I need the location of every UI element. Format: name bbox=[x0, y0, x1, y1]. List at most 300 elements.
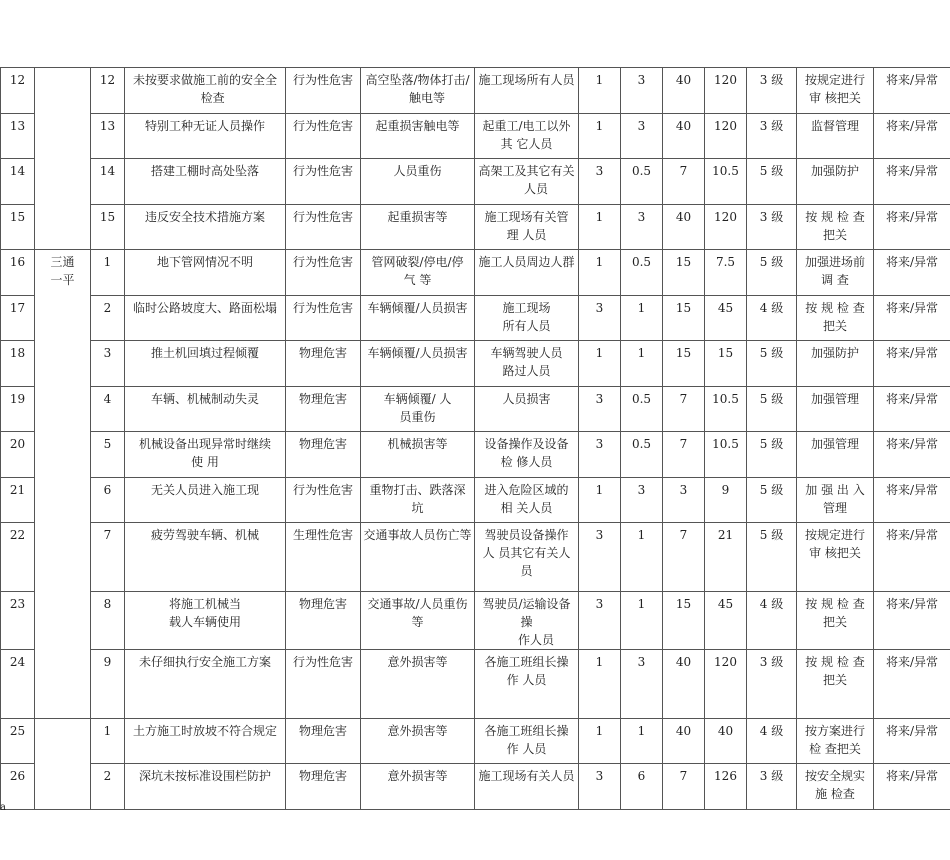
row-number bbox=[1, 478, 35, 523]
possible-consequence bbox=[361, 650, 475, 719]
sequence-number bbox=[91, 205, 125, 250]
value-d bbox=[705, 68, 747, 114]
hazard-description bbox=[125, 719, 286, 764]
sequence-number-line: 2 bbox=[103, 301, 112, 315]
control-measure bbox=[797, 478, 874, 523]
value-l-line: 1 bbox=[595, 210, 604, 224]
affected-personnel-line: 所有人员 bbox=[502, 319, 551, 333]
hazard-description bbox=[125, 341, 286, 387]
value-e-line: 1 bbox=[637, 597, 646, 611]
hazard-type bbox=[286, 387, 361, 432]
value-d-line: 120 bbox=[714, 210, 737, 224]
control-measure-line: 按 规 检 查 把关 bbox=[805, 210, 869, 242]
hazard-description-line: 搭建工棚时高处坠落 bbox=[150, 164, 259, 178]
risk-level bbox=[747, 387, 797, 432]
affected-personnel-line: 作人员 bbox=[498, 633, 555, 647]
hazard-type bbox=[286, 478, 361, 523]
affected-personnel bbox=[475, 478, 579, 523]
affected-personnel bbox=[475, 592, 579, 650]
value-d-line: 21 bbox=[717, 528, 734, 542]
row-number-line: 16 bbox=[9, 255, 26, 269]
possible-consequence-line: 起重损害触电等 bbox=[375, 119, 460, 133]
value-d bbox=[705, 296, 747, 341]
state-line: 将来/异常 bbox=[885, 724, 939, 738]
value-d-line: 40 bbox=[717, 724, 734, 738]
control-measure-line: 审 核把关 bbox=[809, 546, 861, 560]
value-l-line: 1 bbox=[595, 655, 604, 669]
risk-level-line: 5 级 bbox=[759, 437, 784, 451]
state bbox=[874, 250, 950, 296]
value-l bbox=[579, 114, 621, 159]
value-e-line: 0.5 bbox=[631, 392, 652, 406]
row-number bbox=[1, 341, 35, 387]
control-measure-line: 加强管理 bbox=[810, 392, 859, 406]
hazard-description-line: 地下管网情况不明 bbox=[156, 255, 253, 269]
row-number-line: 13 bbox=[9, 119, 26, 133]
control-measure bbox=[797, 523, 874, 592]
possible-consequence bbox=[361, 719, 475, 764]
value-e bbox=[621, 719, 663, 764]
sequence-number-line: 14 bbox=[99, 164, 116, 178]
hazard-description bbox=[125, 296, 286, 341]
hazard-type bbox=[286, 205, 361, 250]
possible-consequence-line: 意外损害等 bbox=[387, 724, 448, 738]
value-e bbox=[621, 68, 663, 114]
affected-personnel-line: 相 关人员 bbox=[500, 501, 553, 515]
hazard-description-line: 检查 bbox=[185, 91, 225, 105]
value-e-line: 0.5 bbox=[631, 255, 652, 269]
control-measure bbox=[797, 159, 874, 205]
affected-personnel-line: 设备操作及设备 bbox=[484, 437, 569, 451]
row-number bbox=[1, 432, 35, 478]
risk-level-line: 4 级 bbox=[759, 724, 784, 738]
risk-level-line: 3 级 bbox=[759, 210, 784, 224]
possible-consequence bbox=[361, 250, 475, 296]
hazard-description-line: 使 用 bbox=[191, 455, 219, 469]
hazard-type bbox=[286, 719, 361, 764]
value-c bbox=[663, 341, 705, 387]
state bbox=[874, 159, 950, 205]
value-d-line: 10.5 bbox=[712, 164, 739, 178]
value-d bbox=[705, 387, 747, 432]
sequence-number bbox=[91, 341, 125, 387]
control-measure-line: 按方案进行 bbox=[804, 724, 865, 738]
value-d-line: 10.5 bbox=[712, 392, 739, 406]
value-l bbox=[579, 478, 621, 523]
state-line: 将来/异常 bbox=[885, 392, 939, 406]
hazard-description-line: 未按要求做施工前的安全全 bbox=[132, 73, 277, 87]
control-measure-line: 检 查把关 bbox=[809, 742, 861, 756]
value-e-line: 3 bbox=[637, 483, 646, 497]
possible-consequence bbox=[361, 296, 475, 341]
value-e bbox=[621, 250, 663, 296]
sequence-number-line: 7 bbox=[103, 528, 112, 542]
value-e bbox=[621, 114, 663, 159]
value-d-line: 45 bbox=[717, 301, 734, 315]
row-number bbox=[1, 387, 35, 432]
state-line: 将来/异常 bbox=[885, 769, 939, 783]
value-e bbox=[621, 387, 663, 432]
control-measure-line: 按 规 检 查 把关 bbox=[805, 597, 869, 629]
affected-personnel bbox=[475, 296, 579, 341]
sequence-number-line: 1 bbox=[103, 724, 112, 738]
value-e bbox=[621, 432, 663, 478]
footnote: a bbox=[0, 802, 6, 813]
value-c bbox=[663, 205, 705, 250]
possible-consequence bbox=[361, 523, 475, 592]
state-line: 将来/异常 bbox=[885, 255, 939, 269]
value-e bbox=[621, 764, 663, 810]
value-d bbox=[705, 650, 747, 719]
hazard-type bbox=[286, 592, 361, 650]
hazard-type-line: 物理危害 bbox=[298, 392, 347, 406]
control-measure-line: 审 核把关 bbox=[809, 91, 861, 105]
value-e-line: 3 bbox=[637, 119, 646, 133]
row-number-line: 14 bbox=[9, 164, 26, 178]
state-line: 将来/异常 bbox=[885, 437, 939, 451]
value-e-line: 1 bbox=[637, 346, 646, 360]
affected-personnel-line: 员 bbox=[520, 564, 533, 578]
value-l-line: 1 bbox=[595, 119, 604, 133]
value-c bbox=[663, 68, 705, 114]
group-cell-empty-bottom bbox=[35, 719, 91, 810]
sequence-number-line: 2 bbox=[103, 769, 112, 783]
hazard-description-line: 未仔细执行安全施工方案 bbox=[138, 655, 271, 669]
hazard-description bbox=[125, 114, 286, 159]
sequence-number-line: 12 bbox=[99, 73, 116, 87]
possible-consequence-line: 意外损害等 bbox=[387, 769, 448, 783]
risk-level-line: 3 级 bbox=[759, 769, 784, 783]
value-c bbox=[663, 432, 705, 478]
hazard-description-line: 载人车辆使用 bbox=[168, 615, 241, 629]
control-measure-line: 加强防护 bbox=[810, 164, 859, 178]
value-e bbox=[621, 296, 663, 341]
affected-personnel-line: 进入危险区域的 bbox=[484, 483, 569, 497]
value-l bbox=[579, 159, 621, 205]
hazard-description-line: 车辆、机械制动失灵 bbox=[150, 392, 259, 406]
value-c bbox=[663, 114, 705, 159]
value-l-line: 3 bbox=[595, 528, 604, 542]
possible-consequence bbox=[361, 764, 475, 810]
risk-level-line: 3 级 bbox=[759, 119, 784, 133]
affected-personnel-line: 各施工班组长操 bbox=[484, 655, 569, 669]
value-c-line: 7 bbox=[679, 437, 688, 451]
sequence-number-line: 5 bbox=[103, 437, 112, 451]
table-row bbox=[1, 114, 950, 159]
hazard-type bbox=[286, 341, 361, 387]
value-c-line: 40 bbox=[675, 655, 692, 669]
risk-level-line: 5 级 bbox=[759, 164, 784, 178]
hazard-type-line: 行为性危害 bbox=[292, 301, 353, 315]
affected-personnel-line: 施工现场 bbox=[502, 301, 551, 315]
hazard-description-line: 临时公路坡度大、路面松塌 bbox=[132, 301, 277, 315]
value-d-line: 7.5 bbox=[715, 255, 736, 269]
value-l bbox=[579, 296, 621, 341]
affected-personnel-line: 施工现场所有人员 bbox=[478, 73, 575, 87]
sequence-number bbox=[91, 296, 125, 341]
table-row bbox=[1, 205, 950, 250]
hazard-type bbox=[286, 523, 361, 592]
value-c-line: 7 bbox=[679, 392, 688, 406]
affected-personnel bbox=[475, 387, 579, 432]
table-row bbox=[1, 523, 950, 592]
possible-consequence-line: 员重伤 bbox=[399, 410, 436, 424]
table-row bbox=[1, 296, 950, 341]
sequence-number bbox=[91, 650, 125, 719]
row-number bbox=[1, 114, 35, 159]
value-d-line: 9 bbox=[721, 483, 730, 497]
value-d bbox=[705, 432, 747, 478]
row-number bbox=[1, 592, 35, 650]
value-c bbox=[663, 159, 705, 205]
control-measure bbox=[797, 341, 874, 387]
row-number-line: 20 bbox=[9, 437, 26, 451]
value-d bbox=[705, 250, 747, 296]
value-d-line: 15 bbox=[717, 346, 734, 360]
group-cell-empty-top bbox=[35, 68, 91, 250]
value-l-line: 3 bbox=[595, 164, 604, 178]
row-number-line: 23 bbox=[9, 597, 26, 611]
risk-level-line: 5 级 bbox=[759, 528, 784, 542]
value-e-line: 1 bbox=[637, 528, 646, 542]
hazard-description-line: 将施工机械当 bbox=[168, 597, 241, 611]
affected-personnel bbox=[475, 432, 579, 478]
control-measure bbox=[797, 205, 874, 250]
risk-level bbox=[747, 205, 797, 250]
hazard-description-line: 无关人员进入施工现 bbox=[150, 483, 259, 497]
value-l bbox=[579, 719, 621, 764]
sequence-number-line: 3 bbox=[103, 346, 112, 360]
hazard-type-line: 行为性危害 bbox=[292, 255, 353, 269]
hazard-type bbox=[286, 68, 361, 114]
value-d-line: 45 bbox=[717, 597, 734, 611]
affected-personnel bbox=[475, 114, 579, 159]
value-d-line: 120 bbox=[714, 73, 737, 87]
hazard-type bbox=[286, 159, 361, 205]
affected-personnel-line: 施工现场有关人员 bbox=[478, 769, 575, 783]
risk-level bbox=[747, 68, 797, 114]
sequence-number bbox=[91, 250, 125, 296]
row-number-line: 17 bbox=[9, 301, 26, 315]
value-d bbox=[705, 159, 747, 205]
value-e-line: 6 bbox=[637, 769, 646, 783]
possible-consequence bbox=[361, 387, 475, 432]
possible-consequence-line: 坑 bbox=[411, 501, 424, 515]
control-measure-line: 加强进场前 bbox=[804, 255, 865, 269]
hazard-type bbox=[286, 764, 361, 810]
value-c bbox=[663, 719, 705, 764]
value-l bbox=[579, 68, 621, 114]
table-row bbox=[1, 68, 950, 114]
possible-consequence-line: 气 等 bbox=[403, 273, 432, 287]
value-c-line: 15 bbox=[675, 346, 692, 360]
possible-consequence-line: 高空坠落/物体打击/ bbox=[365, 73, 470, 87]
row-number-line: 22 bbox=[9, 528, 26, 542]
row-number bbox=[1, 650, 35, 719]
value-c bbox=[663, 764, 705, 810]
risk-level bbox=[747, 650, 797, 719]
value-c-line: 40 bbox=[675, 119, 692, 133]
row-number-line: 19 bbox=[9, 392, 26, 406]
row-number-line: 25 bbox=[9, 724, 26, 738]
hazard-type-line: 行为性危害 bbox=[292, 655, 353, 669]
affected-personnel bbox=[475, 341, 579, 387]
hazard-description-line: 深坑未按标准设围栏防护 bbox=[138, 769, 271, 783]
sequence-number bbox=[91, 592, 125, 650]
risk-level bbox=[747, 592, 797, 650]
sequence-number-line: 1 bbox=[103, 255, 112, 269]
affected-personnel-line: 人 员其它有关人 bbox=[482, 546, 571, 560]
value-c-line: 40 bbox=[675, 73, 692, 87]
sequence-number bbox=[91, 114, 125, 159]
hazard-table-body bbox=[1, 68, 950, 810]
row-number-line: 21 bbox=[9, 483, 26, 497]
value-e bbox=[621, 341, 663, 387]
possible-consequence bbox=[361, 114, 475, 159]
table-row bbox=[1, 478, 950, 523]
value-e-line: 3 bbox=[637, 73, 646, 87]
risk-level-line: 5 级 bbox=[759, 346, 784, 360]
affected-personnel-line: 施工现场有关管 bbox=[484, 210, 569, 224]
value-c-line: 15 bbox=[675, 597, 692, 611]
value-l-line: 1 bbox=[595, 346, 604, 360]
state bbox=[874, 764, 950, 810]
risk-level-line: 4 级 bbox=[759, 597, 784, 611]
control-measure-line: 加强管理 bbox=[810, 437, 859, 451]
value-d-line: 126 bbox=[714, 769, 737, 783]
hazard-description bbox=[125, 764, 286, 810]
value-c bbox=[663, 650, 705, 719]
state-line: 将来/异常 bbox=[885, 210, 939, 224]
affected-personnel bbox=[475, 205, 579, 250]
table-row bbox=[1, 341, 950, 387]
affected-personnel-line: 高架工及其它有关 bbox=[478, 164, 575, 178]
row-number-line: 15 bbox=[9, 210, 26, 224]
value-e-line: 0.5 bbox=[631, 164, 652, 178]
row-number-line: 26 bbox=[9, 769, 26, 783]
affected-personnel-line: 作 人员 bbox=[506, 742, 547, 756]
value-c bbox=[663, 296, 705, 341]
affected-personnel-line: 各施工班组长操 bbox=[484, 724, 569, 738]
hazard-type bbox=[286, 250, 361, 296]
hazard-description bbox=[125, 159, 286, 205]
affected-personnel-line: 人员损害 bbox=[502, 392, 551, 406]
table-row bbox=[1, 592, 950, 650]
value-e-line: 1 bbox=[637, 724, 646, 738]
value-l-line: 1 bbox=[595, 724, 604, 738]
control-measure bbox=[797, 719, 874, 764]
hazard-description-line: 特别工种无证人员操作 bbox=[144, 119, 265, 133]
state bbox=[874, 650, 950, 719]
hazard-type bbox=[286, 432, 361, 478]
possible-consequence-line: 触电等 bbox=[389, 91, 446, 105]
sequence-number bbox=[91, 478, 125, 523]
value-e bbox=[621, 592, 663, 650]
sequence-number-line: 13 bbox=[99, 119, 116, 133]
risk-level bbox=[747, 250, 797, 296]
value-l-line: 1 bbox=[595, 73, 604, 87]
control-measure-line: 加强防护 bbox=[810, 346, 859, 360]
affected-personnel-line: 驾驶员设备操作 bbox=[484, 528, 569, 542]
affected-personnel bbox=[475, 250, 579, 296]
risk-level bbox=[747, 432, 797, 478]
hazard-description bbox=[125, 205, 286, 250]
value-e-line: 3 bbox=[637, 655, 646, 669]
value-l bbox=[579, 387, 621, 432]
row-number bbox=[1, 205, 35, 250]
sequence-number bbox=[91, 764, 125, 810]
value-l bbox=[579, 650, 621, 719]
value-e bbox=[621, 478, 663, 523]
row-number bbox=[1, 523, 35, 592]
control-measure-line: 施 检查 bbox=[815, 787, 855, 801]
hazard-type-line: 行为性危害 bbox=[292, 119, 353, 133]
row-number bbox=[1, 159, 35, 205]
sequence-number bbox=[91, 159, 125, 205]
hazard-description-line: 疲劳驾驶车辆、机械 bbox=[150, 528, 259, 542]
control-measure-line: 监督管理 bbox=[810, 119, 859, 133]
value-c bbox=[663, 523, 705, 592]
value-d bbox=[705, 478, 747, 523]
control-measure-line: 按规定进行 bbox=[804, 73, 865, 87]
state bbox=[874, 592, 950, 650]
control-measure bbox=[797, 68, 874, 114]
sequence-number bbox=[91, 432, 125, 478]
possible-consequence bbox=[361, 159, 475, 205]
value-l bbox=[579, 764, 621, 810]
affected-personnel-line: 车辆驾驶人员 bbox=[490, 346, 563, 360]
control-measure-line: 按 规 检 查 把关 bbox=[805, 301, 869, 333]
value-e-line: 3 bbox=[637, 210, 646, 224]
control-measure bbox=[797, 387, 874, 432]
value-c-line: 15 bbox=[675, 255, 692, 269]
table-row bbox=[1, 159, 950, 205]
row-number-line: 18 bbox=[9, 346, 26, 360]
risk-level bbox=[747, 341, 797, 387]
value-e bbox=[621, 650, 663, 719]
state bbox=[874, 68, 950, 114]
row-number bbox=[1, 296, 35, 341]
possible-consequence-line: 意外损害等 bbox=[387, 655, 448, 669]
value-l bbox=[579, 250, 621, 296]
affected-personnel-line: 理 人员 bbox=[506, 228, 547, 242]
hazard-type-line: 物理危害 bbox=[298, 769, 347, 783]
possible-consequence-line: 机械损害等 bbox=[387, 437, 448, 451]
value-e-line: 1 bbox=[637, 301, 646, 315]
state-line: 将来/异常 bbox=[885, 73, 939, 87]
risk-level bbox=[747, 719, 797, 764]
possible-consequence bbox=[361, 478, 475, 523]
table-row bbox=[1, 432, 950, 478]
risk-level-line: 5 级 bbox=[759, 392, 784, 406]
value-l-line: 3 bbox=[595, 437, 604, 451]
risk-level-line: 3 级 bbox=[759, 73, 784, 87]
risk-level bbox=[747, 114, 797, 159]
hazard-type bbox=[286, 650, 361, 719]
affected-personnel-line: 路过人员 bbox=[502, 364, 551, 378]
control-measure bbox=[797, 250, 874, 296]
value-l-line: 3 bbox=[595, 392, 604, 406]
risk-level-line: 5 级 bbox=[759, 255, 784, 269]
value-e bbox=[621, 523, 663, 592]
hazard-description-line: 机械设备出现异常时继续 bbox=[138, 437, 271, 451]
possible-consequence bbox=[361, 341, 475, 387]
state bbox=[874, 114, 950, 159]
value-c-line: 7 bbox=[679, 769, 688, 783]
state bbox=[874, 341, 950, 387]
table-row bbox=[1, 387, 950, 432]
hazard-type bbox=[286, 296, 361, 341]
